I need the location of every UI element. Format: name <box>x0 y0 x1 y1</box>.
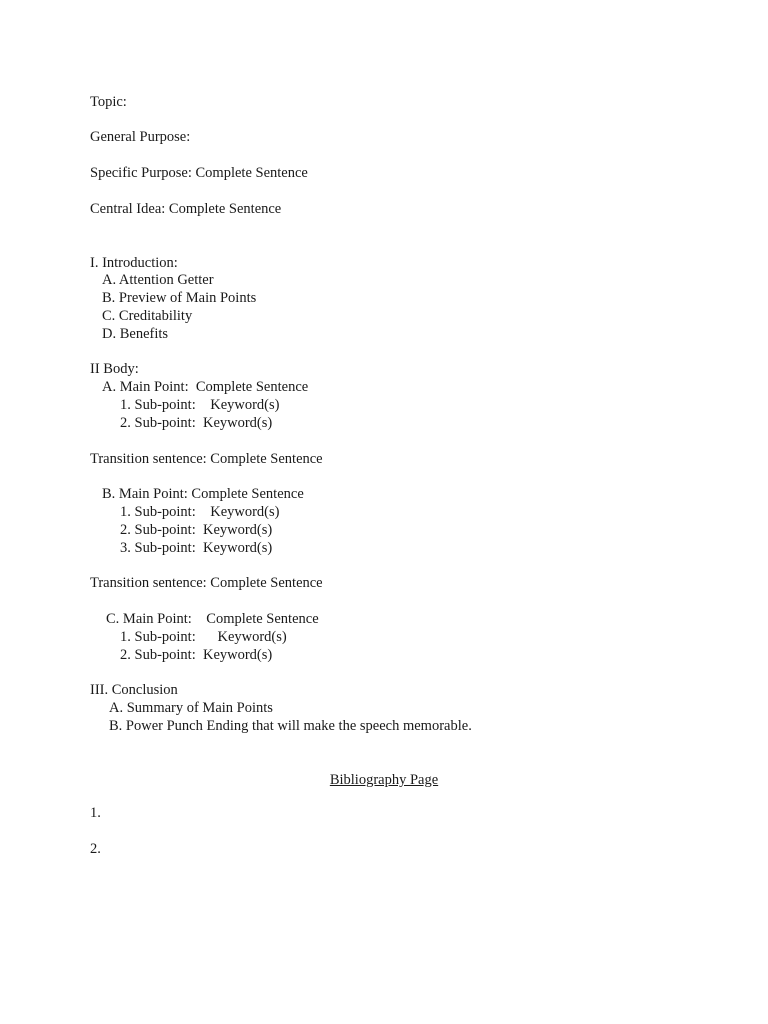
sub-point: 3. Sub-point: Keyword(s) <box>120 540 273 556</box>
sub-point: 2. Sub-point: Keyword(s) <box>120 647 273 663</box>
introduction-heading: I. Introduction: <box>90 255 178 271</box>
body-heading: II Body: <box>90 361 139 377</box>
main-point-b: B. Main Point: Complete Sentence <box>102 486 304 502</box>
sub-point: 2. Sub-point: Keyword(s) <box>120 415 273 431</box>
sub-point: 1. Sub-point: Keyword(s) <box>120 397 280 413</box>
main-point-a: A. Main Point: Complete Sentence <box>102 379 309 395</box>
introduction-item: B. Preview of Main Points <box>102 290 257 306</box>
introduction-item: A. Attention Getter <box>102 272 214 288</box>
bibliography-entry: 2. <box>90 841 101 857</box>
introduction-item: D. Benefits <box>102 326 169 342</box>
central-idea-line: Central Idea: Complete Sentence <box>90 201 282 217</box>
conclusion-item: A. Summary of Main Points <box>109 700 273 716</box>
sub-point: 1. Sub-point: Keyword(s) <box>120 504 280 520</box>
transition-sentence: Transition sentence: Complete Sentence <box>90 451 323 467</box>
introduction-item: C. Creditability <box>102 308 193 324</box>
bibliography-title: Bibliography Page <box>329 772 439 788</box>
general-purpose-label: General Purpose: <box>90 129 191 145</box>
conclusion-item: B. Power Punch Ending that will make the speech memorable. <box>109 718 472 734</box>
sub-point: 1. Sub-point: Keyword(s) <box>120 629 287 645</box>
main-point-c: C. Main Point: Complete Sentence <box>106 611 319 627</box>
sub-point: 2. Sub-point: Keyword(s) <box>120 522 273 538</box>
conclusion-heading: III. Conclusion <box>90 682 178 698</box>
bibliography-entry: 1. <box>90 805 101 821</box>
topic-label: Topic: <box>90 94 127 110</box>
transition-sentence: Transition sentence: Complete Sentence <box>90 575 323 591</box>
specific-purpose-line: Specific Purpose: Complete Sentence <box>90 165 308 181</box>
